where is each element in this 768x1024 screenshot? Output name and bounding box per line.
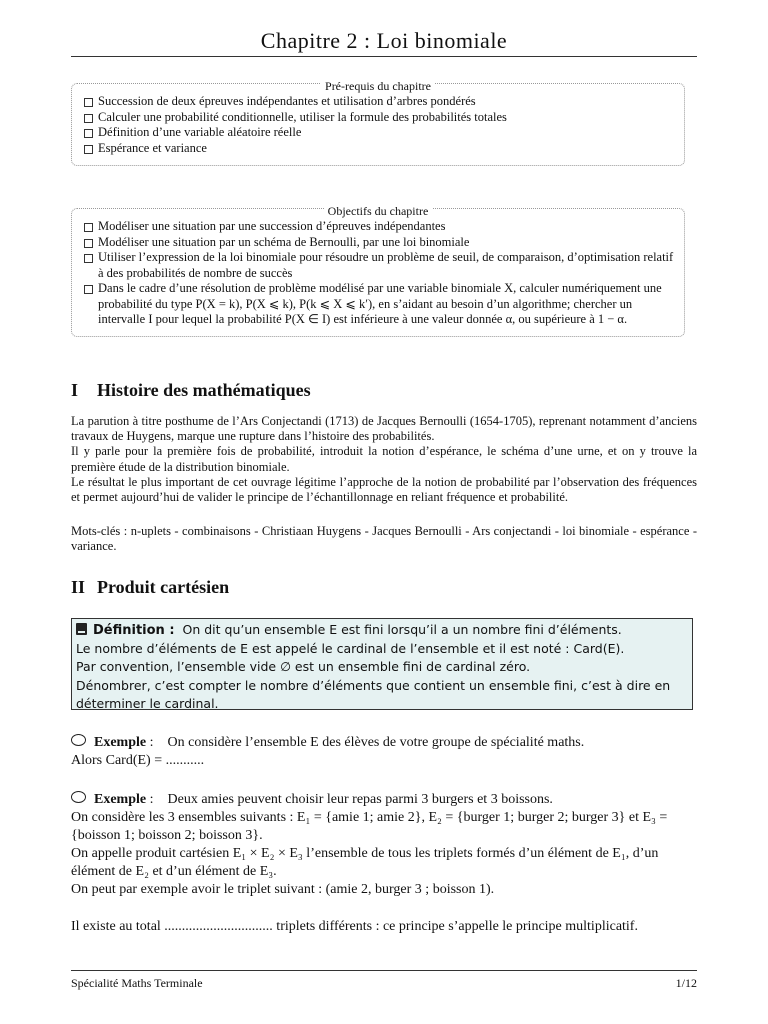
section-title: Produit cartésien <box>97 577 230 597</box>
history-text <box>71 414 697 505</box>
example-line: On appelle produit cartésien E₁ × E₂ × E₃ l’ensemble de tous les triplets formés d’un élément de E₁, d’un élément de E₂ et d’un élément de E₃. <box>71 846 659 879</box>
prerequis-item: Définition d’une variable aléatoire réelle <box>84 125 674 141</box>
chapter-title: Chapitre 2 : Loi binomiale <box>260 28 508 53</box>
example-line: On considère les 3 ensembles suivants : E₁ = {amie 1; amie 2}, E₂ = {burger 1; burger 2; burger 3} et E₃ = {boisson 1; boisson 2; boisson 3}. <box>71 810 668 843</box>
example-label: Exemple <box>94 735 147 750</box>
title-rule <box>71 56 697 57</box>
definition-line: Par convention, l’ensemble vide ∅ est un ensemble fini de cardinal zéro. <box>76 659 531 675</box>
definition-box <box>71 618 693 710</box>
prerequis-item: Calculer une probabilité conditionnelle, utiliser la formule des probabilités totales <box>84 110 674 126</box>
example-text: Deux amies peuvent choisir leur repas parmi 3 burgers et 3 boissons. <box>167 792 553 807</box>
objectifs-list <box>72 209 684 328</box>
history-paragraph: La parution à titre posthume de l’Ars Conjectandi (1713) de Jacques Bernoulli (1654-1705), reprenant notamment d’anciens travaux de Huygens, marque une rupture dans l’histoire des probabilités. <box>71 414 697 444</box>
section-number: I <box>71 380 79 400</box>
speech-bubble-icon <box>71 734 86 746</box>
example-2: Exemple : Deux amies peuvent choisir leur repas parmi 3 burgers et 3 boissons. On considère les 3 ensembles suivants : E₁ = {amie 1; amie 2}, E₂ = {burger 1; burger 2; burger 3} et E₃ = {boisson 1; boisson 2; boisson 3}. On appelle produit cartésien E₁ × E₂ × E₃ l’ensemble de tous les triplets formés d’un élément de E₁, d’un élément de E₂ et d’un élément de E₃. On peut par exemple avoir le triplet suivant : (amie 2, burger 3 ; boisson 1). <box>71 791 697 899</box>
example-label: Exemple <box>94 792 147 807</box>
prerequis-box <box>71 79 685 166</box>
prerequis-item: Espérance et variance <box>84 141 674 157</box>
footer-page-number: 1/12 <box>675 976 697 990</box>
objectif-item: Utiliser l’expression de la loi binomiale pour résoudre un problème de seuil, de comparaison, d’optimisation relatif à des probabilités de nombre de succès <box>84 250 674 281</box>
book-icon <box>76 623 87 635</box>
example-text: On considère l’ensemble E des élèves de votre groupe de spécialité maths. <box>167 735 585 750</box>
section-title: Histoire des mathématiques <box>97 380 311 400</box>
objectif-item: Dans le cadre d’une résolution de problème modélisé par une variable binomiale X, calculer numériquement une probabilité du type P(X = k), P(X ⩽ k), P(k ⩽ X ⩽ k′), en s’aidant au besoin d’un algorithme; chercher un intervalle I pour lequel la probabilité P(X ∈ I) est inférieure à une valeur donnée α, ou supérieure à 1 − α. <box>84 281 674 328</box>
document-page <box>71 0 697 1024</box>
section-heading-2 <box>71 577 229 598</box>
objectif-item: Modéliser une situation par une succession d’épreuves indépendantes <box>84 219 674 235</box>
footer-rule <box>71 970 697 971</box>
objectifs-title: Objectifs du chapitre <box>324 204 433 218</box>
prerequis-list <box>72 84 684 156</box>
example-line: Alors Card(E) = ........... <box>71 753 205 768</box>
definition-line: On dit qu’un ensemble E est fini lorsqu’il a un nombre fini d’éléments. <box>182 622 622 637</box>
definition-label: Définition : <box>93 623 175 638</box>
example-1: Exemple : On considère l’ensemble E des élèves de votre groupe de spécialité maths. Alors Card(E) = ........... <box>71 734 697 770</box>
definition-line: Dénombrer, c’est compter le nombre d’éléments que contient un ensemble fini, c’est à dire en déterminer le cardinal. <box>76 677 671 711</box>
section-heading-1 <box>71 380 311 401</box>
history-paragraph: Le résultat le plus important de cet ouvrage légitime l’approche de la notion de probabilité par l’observation des fréquences et permet aujourd’hui de valider le principe de l’échantillonnage en reliant fréquence et probabilité. <box>71 474 697 505</box>
objectifs-box <box>71 204 685 337</box>
prerequis-item: Succession de deux épreuves indépendantes et utilisation d’arbres pondérés <box>84 94 674 110</box>
history-paragraph: Il y parle pour la première fois de probabilité, introduit la notion d’espérance, le schéma d’une urne, et on y trouve la première étude de la distribution binomiale. <box>71 444 697 474</box>
section-number: II <box>71 577 86 597</box>
multiplicative-principle: Il existe au total ............................... triplets différents : ce principe s’appelle le principe multiplicatif. <box>71 919 638 934</box>
example-line: On peut par exemple avoir le triplet suivant : (amie 2, burger 3 ; boisson 1). <box>71 882 495 897</box>
footer-course: Spécialité Maths Terminale <box>71 976 203 990</box>
objectif-item: Modéliser une situation par un schéma de Bernoulli, par une loi binomiale <box>84 235 674 251</box>
speech-bubble-icon <box>71 791 86 803</box>
definition-line: Le nombre d’éléments de E est appelé le cardinal de l’ensemble et il est noté : Card(E). <box>76 641 625 657</box>
keywords: Mots-clés : n-uplets - combinaisons - Christiaan Huygens - Jacques Bernoulli - Ars conjectandi - loi binomiale - espérance - variance. <box>71 524 697 554</box>
prerequis-title: Pré-requis du chapitre <box>321 79 435 93</box>
